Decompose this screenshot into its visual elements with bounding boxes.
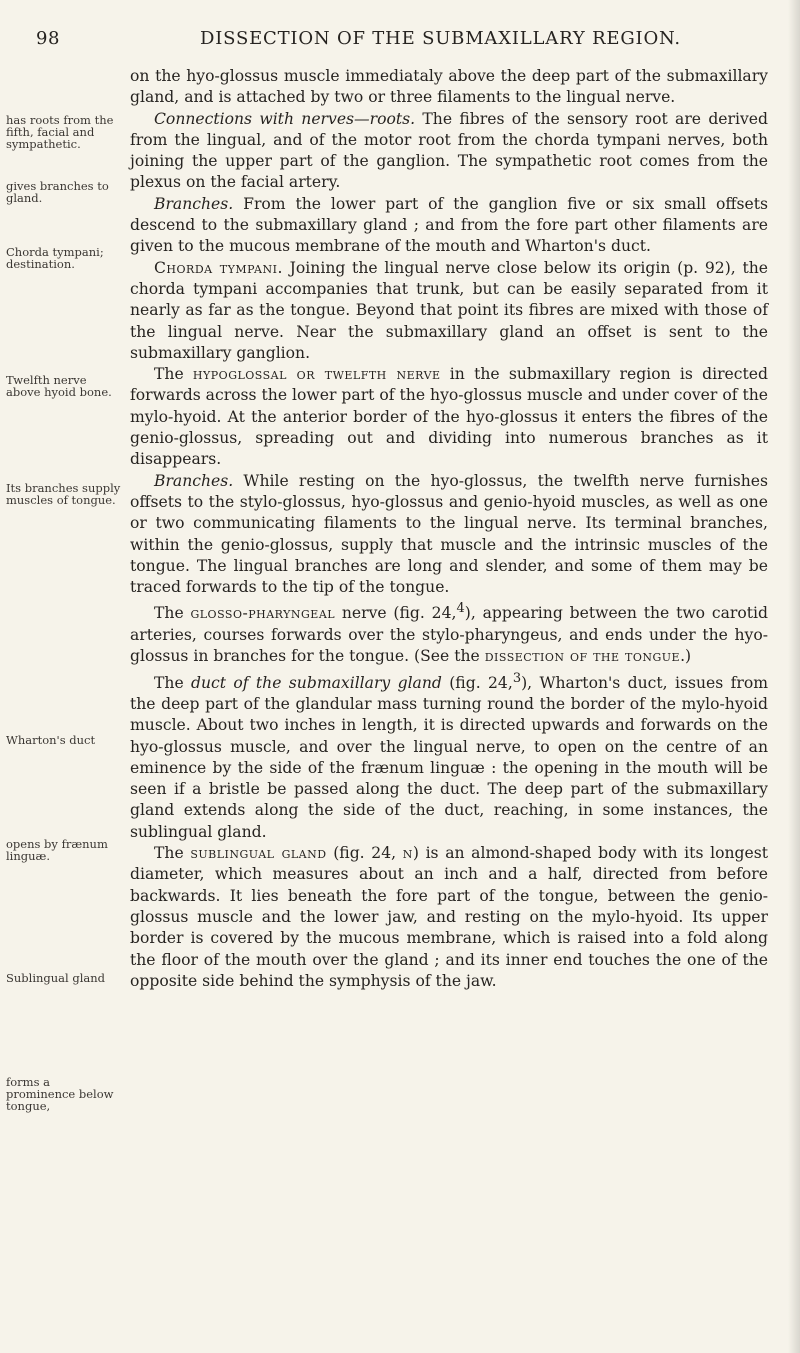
margin-note-roots: has roots from the fifth, facial and sympathetic. [6, 113, 114, 151]
paragraph-whartons-duct: The duct of the submaxillary gland (fig. 24,$^3$), Wharton's duct, issues from the deep part of the glandular mass turning round the border of the mylo-hyoid muscle. About two inches in length, it is directed upwards and forwards on the hyo-glossus muscle, and over the lingual nerve, to open on the centre of an eminence by the side of the frænum linguæ : the opening in the mouth will be seen if a bristle be passed along the duct. The deep part of the submaxillary gland extends along the side of the duct, reaching, in some instances, the sublingual gland. [130, 670, 768, 841]
page-number: 98 [36, 28, 60, 49]
paragraph-ganglion-branches: Branches. From the lower part of the ganglion five or six small offsets descend to the submaxillary gland ; and from the fore part other filaments are given to the mucous membrane of the mouth and Wharton's duct. [130, 194, 768, 256]
paragraph-chorda-tympani: Chorda tympani. Joining the lingual nerve close below its origin (p. 92), the chorda tympani accompanies that trunk, but can be easily separated from it nearly as far as the tongue. Beyond that point its fibres are mixed with those of the lingual nerve. Near the submaxillary gland an offset is sent to the submaxillary ganglion. [130, 258, 768, 362]
margin-note-gives-branches: gives branches to gland. [6, 179, 109, 205]
margin-notes [6, 0, 122, 1353]
paragraph-ganglion-position: on the hyo-glossus muscle immediataly above the deep part of the submaxillary gland, and is attached by two or three filaments to the lingual nerve. [130, 67, 768, 107]
margin-note-twelfth-nerve: Twelfth nerve above hyoid bone. [6, 373, 112, 399]
margin-note-sublingual-gland: Sublingual gland [6, 971, 106, 985]
margin-note-forms-prominence: forms a prominence below tongue, [6, 1075, 114, 1113]
margin-note-whartons-duct: Wharton's duct [6, 733, 96, 747]
body-text [130, 66, 768, 992]
paragraph-connections: Connections with nerves—roots. The fibres of the sensory root are derived from the lingual, and of the motor root from the chorda tympani nerves, both joining the upper part of the ganglion. The sympathetic root comes from the plexus on the facial artery. [130, 109, 768, 192]
paragraph-sublingual-gland: The sublingual gland (fig. 24, n) is an almond-shaped body with its longest diameter, which measures about an inch and a half, directed from before backwards. It lies beneath the fore part of the tongue, between the genio-glossus muscle and the lower jaw, and resting on the mylo-hyoid. Its upper border is covered by the mucous membrane, which is raised into a fold along the floor of the mouth over the gland ; and its inner end touches the one of the opposite side behind the symphysis of the jaw. [130, 844, 768, 990]
running-title: DISSECTION OF THE SUBMAXILLARY REGION. [200, 28, 681, 49]
paragraph-hypoglossal-nerve: The hypoglossal or twelfth nerve in the submaxillary region is directed forwards across the lower part of the hyo-glossus muscle and under cover of the mylo-hyoid. At the anterior border of the hyo-glossus it enters the fibres of the genio-glossus, spreading out and dividing into numerous branches as it disappears. [130, 365, 768, 469]
margin-note-opens-by: opens by frænum linguæ. [6, 837, 108, 863]
paragraph-twelfth-branches: Branches. While resting on the hyo-glossus, the twelfth nerve furnishes offsets to the stylo-glossus, hyo-glossus and genio-hyoid muscles, as well as one or two communicating filaments to the lingual nerve. Its terminal branches, within the genio-glossus, supply that muscle and the intrinsic muscles of the tongue. The lingual branches are long and slender, and some of them may be traced forwards to the tip of the tongue. [130, 471, 768, 597]
margin-note-chorda-tympani: Chorda tympani; destination. [6, 245, 104, 271]
page-edge-shadow [788, 0, 800, 1353]
margin-note-its-branches: Its branches supply muscles of tongue. [6, 481, 121, 507]
paragraph-glosso-pharyngeal: The glosso-pharyngeal nerve (fig. 24,$^4$), appearing between the two carotid arteries, courses forwards over the stylo-pharyngeus, and ends under the hyo-glossus in branches for the tongue. (See the dissection of the tongue.) [130, 601, 768, 666]
